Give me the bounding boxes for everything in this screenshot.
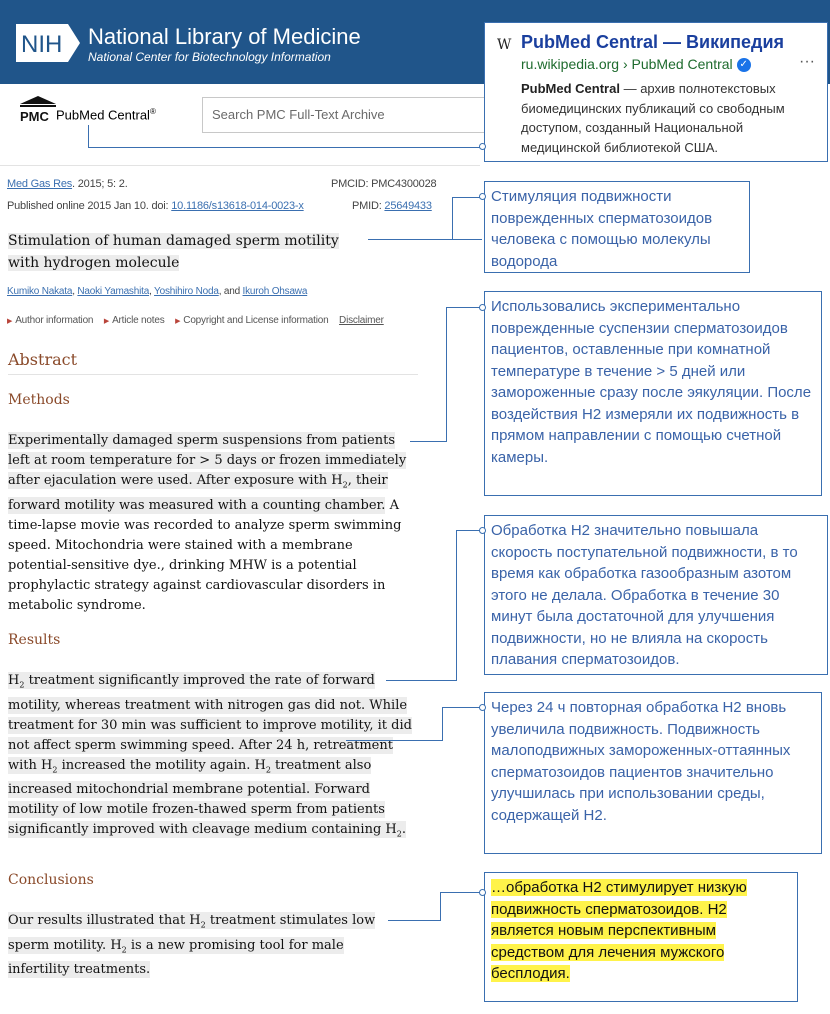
results-paragraph: $H_2$ treatment significantly improved the rate of forward motility, whereas treatment with nitrogen gas did not. While treatment for 30 min was sufficient to improve motility, it did not affect sperm swimming speed. After 24 h, retreatment with $H_2$ increased the motility again. $H_2$ treatment also increased mitochondrial membrane potential. Forward motility of low motile frozen-thawed sperm from patients significantly improved with cleavage medium containing $H_2$. [8, 673, 412, 839]
results-heading: Results [8, 632, 61, 648]
citation-year: . 2015; 5: 2. [72, 178, 128, 190]
verified-check-icon: ✓ [737, 58, 751, 72]
wikipedia-path: › PubMed Central [622, 56, 733, 72]
connector-line [440, 892, 482, 894]
connector-dot [479, 143, 486, 150]
article-title-line-2: with hydrogen molecule [8, 255, 180, 271]
more-options-icon[interactable]: ··· [799, 53, 815, 70]
annotation-title: Стимуляция подвижности поврежденных сперматозоидов человека с помощью молекулы водорода [484, 181, 750, 273]
connector-dot [479, 889, 486, 896]
annotation-conclusions [484, 872, 798, 1002]
wikipedia-title[interactable]: PubMed Central — Википедия [521, 32, 785, 52]
connector-dot [479, 527, 486, 534]
connector-line [452, 197, 483, 240]
connector-line [442, 707, 482, 709]
annotation-conclusions-text: …обработка H2 стимулирует низкую подвижность сперматозоидов. H2 является новым перспективным средством для лечения мужского бесплодия. [491, 879, 747, 982]
expand-triangle-icon: ▶ [175, 318, 181, 325]
wikipedia-domain: ru.wikipedia.org [521, 56, 620, 72]
disclaimer-link[interactable]: Disclaimer [339, 315, 384, 326]
wikipedia-url [521, 56, 751, 72]
annotation-methods: Использовались экспериментально поврежденные суспензии сперматозоидов пациентов, оставленные при комнатной температуре в течение > 5 дней или замороженные сразу после эякуляции. После воздействия H2 измеряли их подвижность в прямом направлении с помощью счетной камеры. [484, 291, 822, 496]
pmcid: PMCID: PMC4300028 [331, 178, 437, 190]
connector-line [410, 307, 447, 442]
copyright-label: Copyright and License information [183, 315, 329, 326]
pmid-link[interactable]: 25649433 [384, 200, 432, 212]
abstract-heading: Abstract [8, 350, 78, 369]
pmc-name-text: PubMed Central [56, 107, 150, 123]
article-title-line-1: Stimulation of human damaged sperm motility [8, 233, 339, 249]
nih-title[interactable]: National Library of Medicine [88, 24, 361, 49]
conclusions-paragraph: Our results illustrated that $H_2$ treatment stimulates low sperm motility. $H_2$ is a new promising tool for male infertility treatments. [8, 913, 376, 978]
connector-line [446, 307, 482, 309]
article-notes-label: Article notes [112, 315, 165, 326]
connector-line [88, 125, 482, 148]
annotation-results-2: Через 24 ч повторная обработка H2 вновь увеличила подвижность. Подвижность малоподвижных замороженных-оттаянных сперматозоидов пациентов значительно улучшилась при использовании среды, содержащей H2. [484, 692, 822, 854]
methods-paragraph: Experimentally damaged sperm suspensions from patients left at room temperature for > 5 days or frozen immediately after ejaculation were used. After exposure with $H_2$, their forward motility was measured with a counting chamber. A time-lapse movie was recorded to analyze sperm swimming speed. Mitochondria were stained with a membrane potential-sensitive dye., drinking MHW is a potential prophylactic strategy against cardiovascular disorders in metabolic syndrome. [8, 433, 407, 613]
copyright-link[interactable] [175, 315, 328, 326]
connector-dot [479, 193, 486, 200]
author-link[interactable]: Kumiko Nakata [7, 286, 73, 297]
nih-subtitle: National Center for Biotechnology Information [88, 50, 331, 64]
pmc-reg-mark: ® [149, 107, 156, 116]
author-link[interactable]: Naoki Yamashita [77, 286, 150, 297]
methods-heading: Methods [8, 392, 70, 408]
wikipedia-w-icon: W [497, 37, 512, 53]
connector-dot [479, 704, 486, 711]
annotation-results-1: Обработка H2 значительно повышала скорость поступательной подвижности, в то время как обработка газообразным азотом этого не делала. Обработка в течение 30 минут была достаточной для улучшения подвижности, но не влияла на скорость плавания сперматозоидов. [484, 515, 828, 675]
pmc-building-icon [18, 96, 58, 126]
wikipedia-desc-term: PubMed Central [521, 81, 620, 96]
published-text: Published online 2015 Jan 10. doi: [7, 200, 172, 212]
journal-link[interactable]: Med Gas Res [7, 178, 73, 190]
wikipedia-card[interactable] [484, 22, 828, 162]
article-sublinks [7, 315, 384, 326]
author-information-label: Author information [15, 315, 94, 326]
expand-triangle-icon: ▶ [103, 318, 110, 325]
citation-line [7, 178, 128, 190]
article-notes-link[interactable] [104, 315, 165, 326]
connector-line [388, 892, 441, 921]
article-title [8, 230, 388, 274]
header-divider [0, 165, 480, 166]
connector-dot [479, 304, 486, 311]
expand-triangle-icon: ▶ [7, 318, 13, 325]
nih-logo-icon[interactable] [16, 24, 80, 62]
author-information-link[interactable] [7, 315, 93, 326]
doi-link[interactable]: 10.1186/s13618-014-0023-x [171, 200, 304, 212]
pmc-logo-text: PMC [20, 109, 49, 124]
abstract-divider [8, 374, 418, 375]
published-line [7, 200, 304, 212]
pmc-name[interactable] [56, 107, 156, 122]
connector-line [346, 707, 443, 741]
pmid-label: PMID: [352, 200, 385, 212]
connector-line [386, 530, 457, 681]
conclusions-heading: Conclusions [8, 872, 94, 888]
wikipedia-description [521, 79, 821, 157]
author-list: Kumiko Nakata, Naoki Yamashita, Yoshihiro Noda, and Ikuroh Ohsawa [7, 286, 308, 297]
pmc-logo[interactable] [18, 96, 58, 131]
author-link[interactable]: Yoshihiro Noda [154, 286, 219, 297]
author-link[interactable]: Ikuroh Ohsawa [242, 286, 308, 297]
wikipedia-desc-text: — архив полнотекстовых биомедицинских публикаций со свободным доступом, созданный Национальной медицинской библиотекой США. [521, 81, 785, 155]
nih-logo-text: NIH [21, 31, 63, 58]
